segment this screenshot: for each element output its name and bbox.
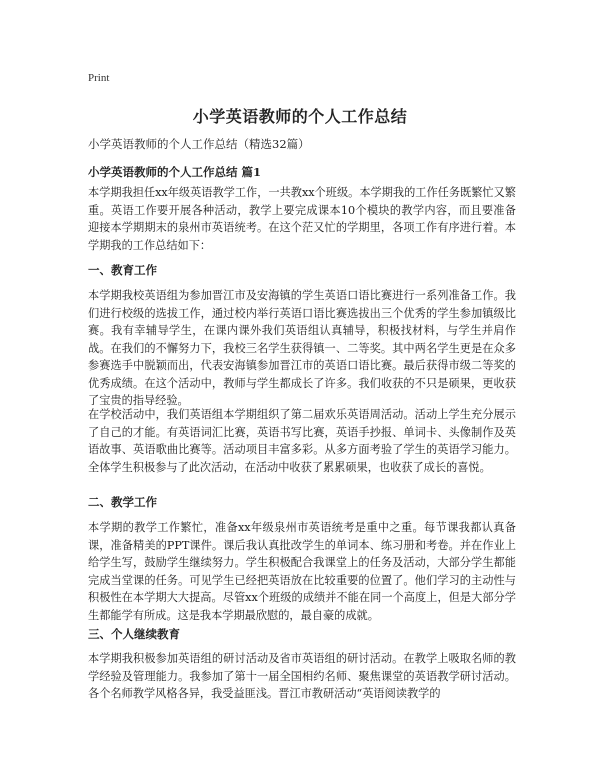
paragraph-education: 本学期我校英语组为参加晋江市及安海镇的学生英语口语比赛进行一系列准备工作。我们进行校级的选拔工作，通过校内举行英语口语比赛选拔出三个优秀的学生参加镇级比赛。我有幸辅导学生，在课内课外我们英语组认真辅导，积极找材料，与学生并肩作战。在我们的不懈努力下，我校三名学生获得镇一、二等奖。其中两名学生更是在众多参赛选手中脱颖而出，代表安海镇参加晋江市的英语口语比赛。最后获得市级二等奖的优秀成绩。在这个活动中，教师与学生都成长了许多。我们收获的不只是硕果，更收获了宝贵的指导经验。 xyxy=(88,289,516,407)
paragraph-teaching: 本学期的教学工作繁忙，准备xx年级泉州市英语统考是重中之重。每节课我都认真备课，准备精美的PPT课件。课后我认真批改学生的单词本、练习册和考卷。并在作业上给学生写，鼓励学生继续努力。学生积极配合我课堂上的任务及活动，大部分学生都能完成当堂课的任务。可见学生已经把英语放在比较重要的位置了。他们学习的主动性与积极性在本学期大大提高。尽管xx个班级的成绩并不能在同一个高度上，但是大部分学生都能学有所成。这是我本学期最欣慰的，最自豪的成就。 xyxy=(88,521,516,622)
heading-teaching: 二、教学工作 xyxy=(88,495,157,509)
document-title: 小学英语教师的个人工作总结 xyxy=(192,107,408,126)
document-subtitle: 小学英语教师的个人工作总结（精选32篇） xyxy=(88,137,310,151)
paragraph-activities: 在学校活动中，我们英语组本学期组织了第二届欢乐英语周活动。活动上学生充分展示了自己的才能。有英语词汇比赛，英语书写比赛，英语手抄报、单词卡、头像制作及英语故事、英语歌曲比赛等。活动项目丰富多彩。从多方面考验了学生的英语学习能力。全体学生积极参与了此次活动，在活动中收获了累累硕果，也收获了成长的喜悦。 xyxy=(88,408,516,474)
intro-paragraph: 本学期我担任xx年级英语教学工作，一共教xx个班级。本学期我的工作任务既繁忙又繁重。英语工作要开展各种活动，教学上要完成课本10个模块的教学内容，而且要准备迎接本学期期末的泉州市英语统考。在这个茫又忙的学期里，各项工作有序进行着。本学期我的工作总结如下： xyxy=(88,186,516,252)
paragraph-continuing-education: 本学期我积极参加英语组的研讨活动及省市英语组的研讨活动。在教学上吸取名师的教学经验及管理能力。我参加了第十一届全国相约名师、聚焦课堂的英语教学研讨活动。各个名师教学风格各异，我受益匪浅。晋江市教研活动“英语阅读教学的 xyxy=(88,652,516,700)
heading-continuing-education: 三、个人继续教育 xyxy=(88,627,180,641)
section-title: 小学英语教师的个人工作总结 篇1 xyxy=(88,165,262,179)
heading-education: 一、教育工作 xyxy=(88,263,157,277)
print-link[interactable]: Print xyxy=(88,72,110,84)
